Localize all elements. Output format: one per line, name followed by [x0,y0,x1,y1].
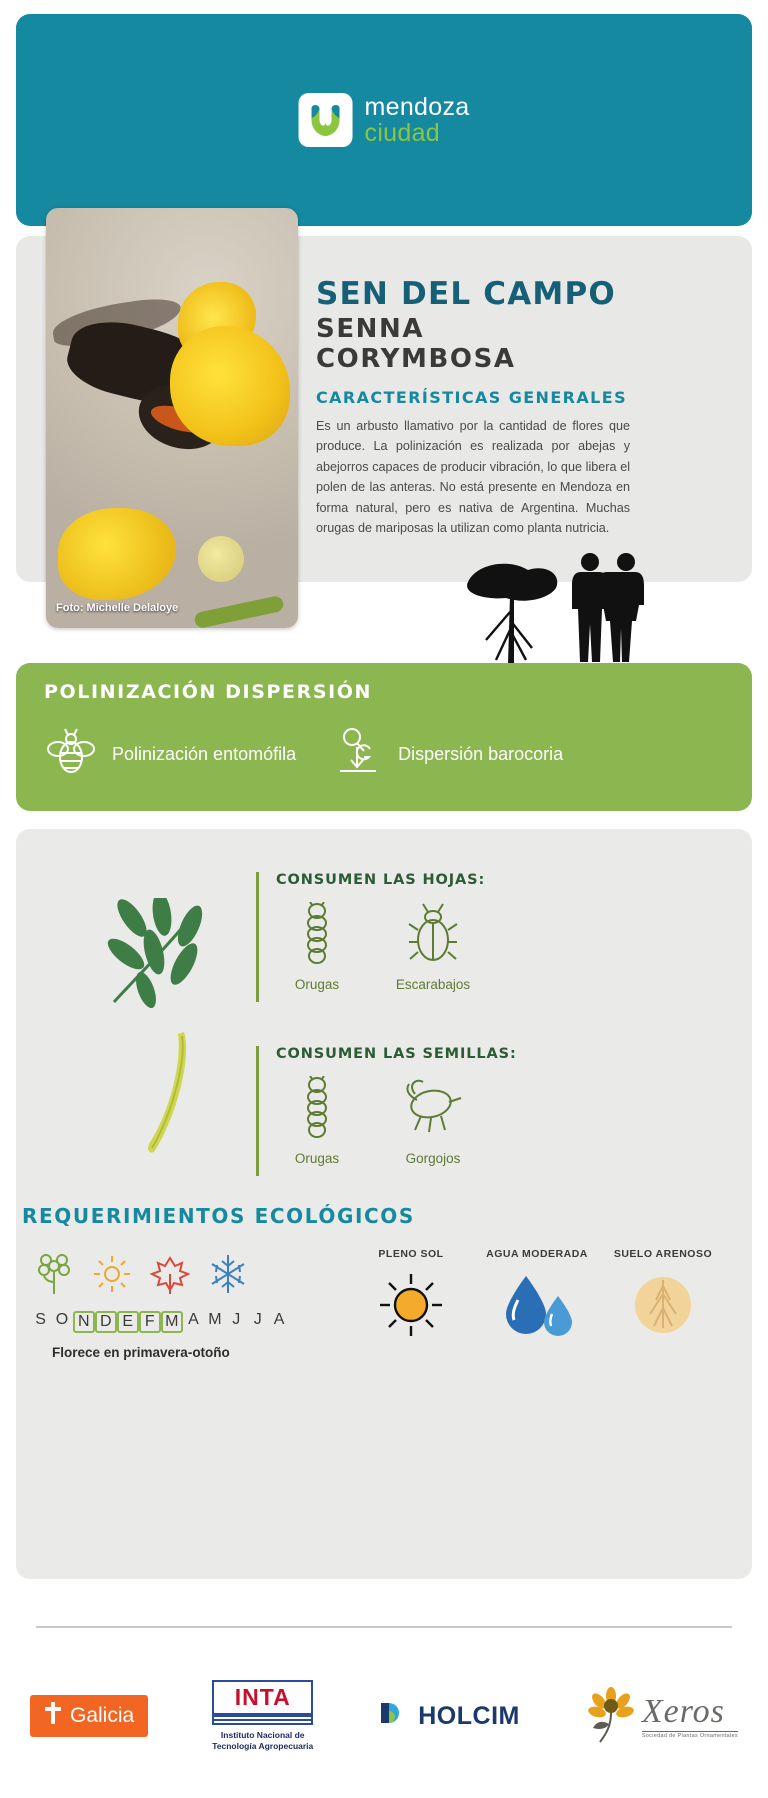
xeros-wordmark [642,1693,738,1739]
requirement-caption: SUELO ARENOSO [613,1248,713,1260]
month-e: E [117,1311,139,1333]
flower-shape-3 [58,508,176,600]
consume-seeds-title: CONSUMEN LAS SEMILLAS: [276,1046,517,1062]
two-water-drops-icon [478,1270,596,1340]
summer-sun-icon [92,1252,132,1301]
requirement-agua-moderada [478,1248,596,1340]
sponsor-name: INTA [212,1680,313,1715]
galicia-icon [44,1702,62,1730]
xeros-flower-icon [584,1684,638,1749]
sponsor-name: HOLCIM [418,1701,520,1730]
sponsor-galicia [30,1695,148,1737]
species-photo [46,208,298,628]
title-block [316,276,630,538]
month-a-2: A [273,1311,285,1328]
sponsor-xeros [584,1684,738,1749]
seed-pod-icon [136,1028,206,1163]
sponsor-name: Galicia [70,1704,135,1727]
brand-wordmark [365,94,470,147]
bug-label: Escarabajos [395,977,471,992]
bug-gorgojos [392,1076,474,1166]
requirement-icons [352,1248,732,1340]
brand-logo [299,93,470,147]
month-n: N [73,1311,95,1333]
scientific-name: SENNA CORYMBOSA [316,314,516,374]
man-silhouette-icon [572,553,608,662]
bug-label: Orugas [294,1151,340,1166]
month-m-1: M [161,1311,183,1333]
requirement-caption: AGUA MODERADA [486,1248,588,1260]
divider-leaves [256,872,259,1002]
bloom-note: Florece en primavera-otoño [52,1345,230,1360]
description-text: Es un arbusto llamativo por la cantidad de flores que produce. La polinización es realizada por abejas y abejorros capaces de producir vibración, lo que libera el polen de las anteras. No está presente en Mendoza en forma natural, pero es nativa de Argentina. Muchas orugas de mariposas la utilizan como planta nutricia. [316,419,630,535]
sponsor-holcim [377,1697,520,1736]
consumers-leaves-block [276,872,485,992]
season-icons [34,1252,290,1301]
sandy-soil-icon [604,1270,722,1340]
month-s-1: S [35,1311,47,1328]
section-label-general: CARACTERÍSTICAS GENERALES [316,388,628,407]
month-d: D [95,1311,117,1333]
requirement-suelo-arenoso [604,1248,722,1340]
tree-silhouette-icon [467,564,557,664]
pollination-panel [16,663,752,811]
flower-shape-1 [170,326,290,446]
pollination-item-barocoria [330,725,563,784]
footer-divider [36,1626,732,1628]
consume-leaves-title: CONSUMEN LAS HOJAS: [276,872,486,888]
brand-line-1: mendoza [364,92,470,121]
month-o: O [55,1311,69,1328]
seasons-block [30,1252,290,1360]
consumers-seeds-block [276,1046,517,1166]
stem-shape [193,595,284,628]
month-f: F [139,1311,161,1333]
bee-icon [44,725,98,784]
spring-flower-icon [34,1252,74,1301]
month-a-1: A [188,1311,199,1328]
month-j-2: J [253,1311,262,1328]
sponsor-name: Xeros [641,1693,725,1730]
sponsor-inta [212,1680,313,1751]
woman-silhouette-icon [598,553,644,662]
mendoza-leaf-logo-icon [299,93,353,147]
brand-line-2: ciudad [364,119,441,147]
requirement-pleno-sol [352,1248,470,1340]
bug-label: Gorgojos [405,1151,461,1166]
month-j-1: J [232,1311,241,1328]
months-strip [30,1311,290,1333]
bug-orugas-seeds [276,1076,358,1166]
pollination-title: POLINIZACIÓN DISPERSIÓN [44,681,373,703]
scale-silhouettes [450,548,650,666]
header-banner [16,14,752,226]
autumn-leaf-icon [150,1252,190,1301]
requirement-caption: PLENO SOL [378,1248,444,1260]
full-sun-icon [352,1270,470,1340]
sponsor-row [30,1666,738,1766]
consume-seeds-items [276,1076,517,1166]
holcim-icon [377,1697,409,1736]
flower-bud-shape [198,536,244,582]
sponsor-caption: Sociedad de Plantas Ornamentales [641,1733,738,1739]
compound-leaf-icon [96,898,216,1013]
ecological-title: REQUERIMIENTOS ECOLÓGICOS [22,1204,415,1228]
divider-seeds [256,1046,259,1176]
bug-escarabajos [392,902,474,992]
pollination-item-label: Dispersión barocoria [398,744,564,764]
pollination-item-label: Polinización entomófila [112,744,297,764]
month-m-2: M [208,1311,222,1328]
inta-bars-graphic [212,1715,313,1725]
sponsor-caption: Instituto Nacional de Tecnología Agropecuaria [212,1730,314,1751]
pollination-item-entomofila [44,725,296,784]
seed-drop-icon [330,725,384,784]
winter-snowflake-icon [208,1252,248,1301]
page-title: SEN DEL CAMPO [316,276,616,312]
bug-orugas [276,902,358,992]
bug-label: Orugas [294,977,340,992]
consume-leaves-items [276,902,485,992]
photo-credit: Foto: Michelle Delaloye [56,602,179,614]
pollination-items [44,725,724,784]
